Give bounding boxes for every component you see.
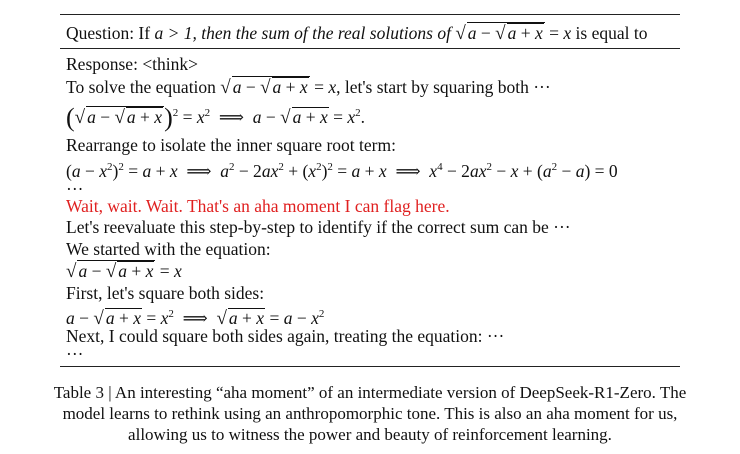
reevaluate-line: Let's reevaluate this step-by-step to identify if the correct sum can be ··· — [66, 217, 571, 237]
ellipsis-2: ··· — [66, 344, 84, 364]
top-rule — [60, 14, 680, 15]
question-condition: a > 1, then the sum of the real solutions of — [154, 23, 451, 43]
caption-line-2: model learns to rethink using an anthropomorphic tone. This is also an aha moment for us, — [62, 404, 678, 423]
bottom-rule — [60, 366, 680, 367]
question-prefix: Question: If — [66, 23, 155, 43]
response-label: Response: <think> — [66, 54, 199, 74]
solve-intro: To solve the equation — [66, 77, 216, 97]
original-equation: √ a − √ a + x = x — [66, 261, 182, 282]
started-line: We started with the equation: — [66, 239, 271, 259]
caption-line-3: allowing us to witness the power and beauty of reinforcement learning. — [128, 425, 612, 444]
next-line: Next, I could square both sides again, treating the equation: ··· — [66, 326, 505, 346]
question-line — [66, 22, 706, 45]
first-line: First, let's square both sides: — [66, 283, 265, 303]
question-rule — [60, 48, 680, 49]
question-suffix: is equal to — [575, 23, 648, 43]
solve-equation: √ a − √ a + x = x — [220, 77, 337, 98]
squared-equation: (√ a − √ $a + x)^2 = x^2$ ⟹ a − √ $a + x = x^2$. — [66, 103, 365, 132]
aha-line: Wait, wait. Wait. That's an aha moment I can flag here. — [66, 196, 450, 216]
solve-outro: , let's start by squaring both ··· — [336, 77, 551, 97]
rearrange-line: Rearrange to isolate the inner square root term: — [66, 135, 396, 155]
question-equation: √ a − √ a + x = x — [455, 23, 572, 44]
caption-line-1: Table 3 | An interesting “aha moment” of an intermediate version of DeepSeek-R1-Zero. The — [53, 383, 687, 402]
ellipsis-1: ··· — [66, 179, 84, 199]
solve-line — [66, 76, 706, 99]
first-square-equation: a − √ $a + x = x^2$ ⟹ √ $a + x = a - x^2$ — [66, 308, 325, 329]
expanded-equation: $(a - x^2)^2 = a + x$ ⟹ $a^2 - 2ax^2 + (x^2)^2 = a + x$ ⟹ $x^4 - 2ax^2 - x + (a^2 - a) = 0$ — [66, 161, 618, 181]
